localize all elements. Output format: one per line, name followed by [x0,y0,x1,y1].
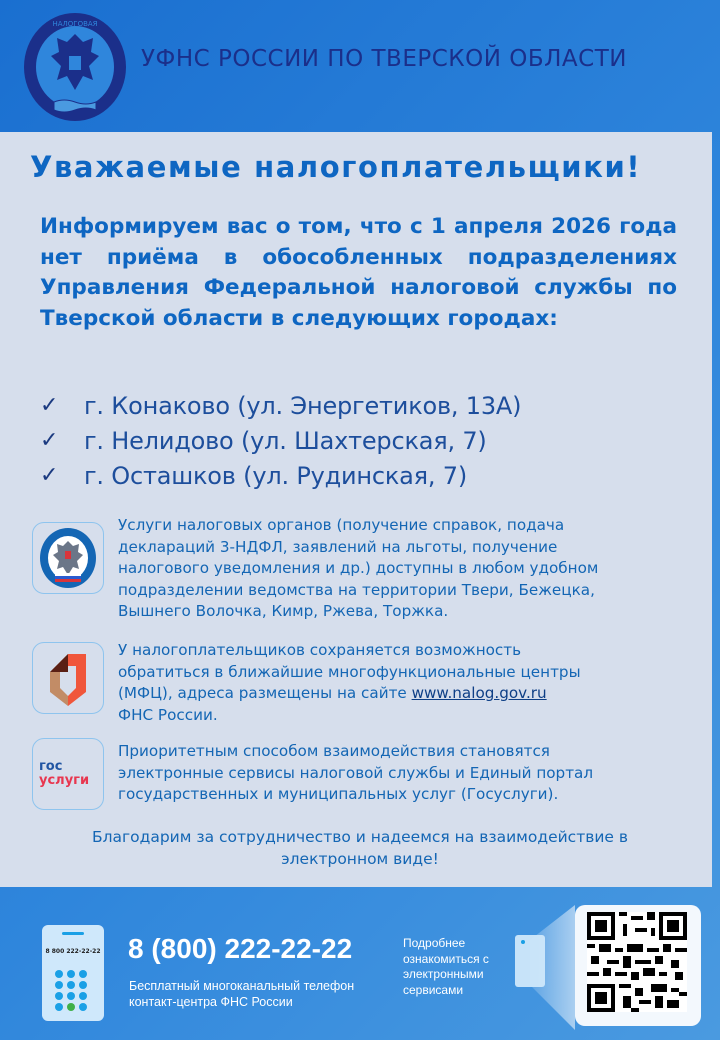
checkmark-icon: ✓ [40,428,59,453]
fns-emblem-icon [32,522,104,594]
closed-offices-list [40,388,680,493]
org-title: УФНС РОССИИ ПО ТВЕРСКОЙ ОБЛАСТИ [141,46,627,72]
thanks-message: Благодарим за сотрудничество и надеемся на взаимодействие в электронном виде! [91,828,629,868]
header [0,0,720,132]
intro-paragraph: Информируем вас о том, что с 1 апреля 2026 года нет приёма в обособленных подразделениях Управления Федеральной налоговой службы по Тверской области в следующих городах: [40,214,677,331]
checkmark-icon: ✓ [40,393,59,418]
city-address: г. Конаково (ул. Энергетиков, 13А) [84,391,522,420]
more-info-text: Подробнее ознакомиться с электронными сервисами [403,936,489,997]
city-address: г. Осташков (ул. Рудинская, 7) [84,461,468,490]
mfc-logo-icon [32,642,104,714]
keypad-icon [55,970,88,1011]
greeting-heading: Уважаемые налогоплательщики! [30,150,642,184]
list-item [40,423,680,458]
checkmark-icon: ✓ [40,463,59,488]
phone-icon: 8 800 222-22-22 [42,925,104,1021]
list-item [40,458,680,493]
info-text: У налогоплательщиков сохраняется возможность обратиться в ближайшие многофункциональные центры (МФЦ), адреса размещены на сайте www.nalog.gov.ru ФНС России. [118,641,581,724]
fns-emblem-icon [22,12,128,122]
qr-code-icon[interactable] [587,912,687,1012]
svg-text:НАЛОГОВАЯ: НАЛОГОВАЯ [52,20,98,28]
gosuslugi-logo-icon: гос услуги [32,738,104,810]
hotline-description: Бесплатный многоканальный телефон контакт-центра ФНС России [129,979,355,1009]
list-item [40,388,680,423]
scanner-phone-icon [515,935,545,987]
info-text: Услуги налоговых органов (получение справок, подача деклараций 3-НДФЛ, заявлений на льготы, получение налогового уведомления и др.) доступны в любом удобном подразделении ведомства на территории Твери, Бежецка, Вышнего Волочка, Кимр, Ржева, Торжка. [118,516,599,621]
city-address: г. Нелидово (ул. Шахтерская, 7) [84,426,487,455]
nalog-website-link[interactable]: www.nalog.gov.ru [411,684,547,703]
info-text: Приоритетным способом взаимодействия становятся электронные сервисы налоговой службы и Единый портал государственных и муниципальных услуг (Госуслуги). [118,742,594,804]
hotline-phone-number[interactable]: 8 (800) 222-22-22 [128,933,353,964]
